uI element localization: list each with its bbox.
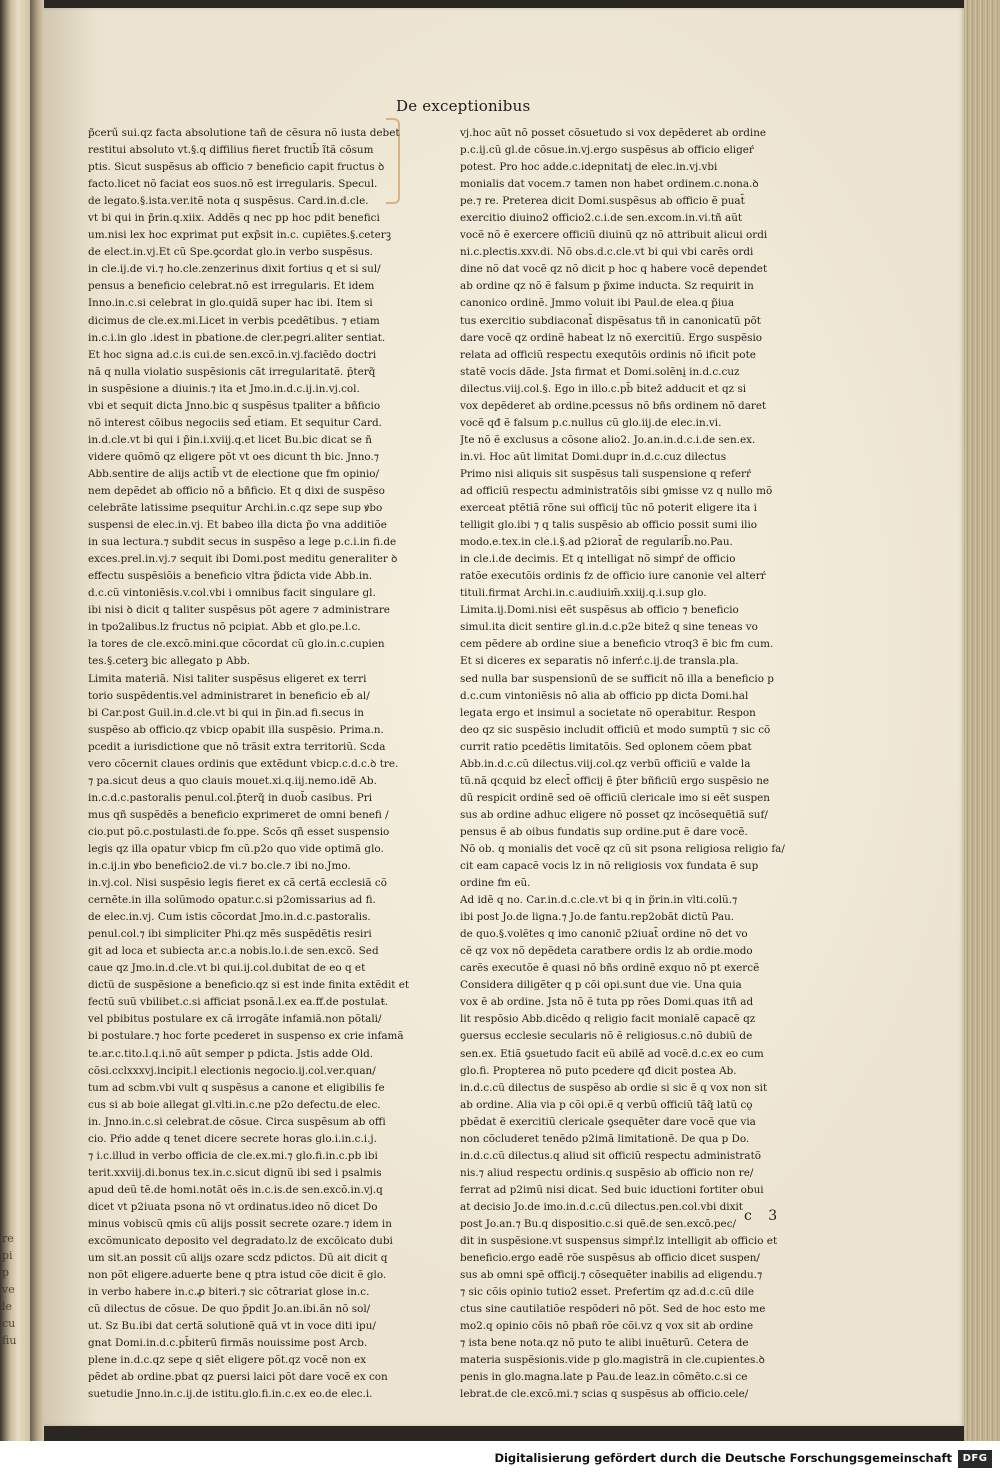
- text-line: dine nõ dat vocẽ qz nõ dicit p hoc q habere vocẽ dependet: [460, 263, 768, 276]
- text-line: excõmunicato deposito vel degradato.lz de excõicato dubi: [88, 1235, 393, 1248]
- text-line: sen.ex. Etiã ꝯsuetudo facit eũ abilẽ ad vocẽ.d.c.ex eo cum: [460, 1047, 764, 1060]
- book-gutter: [30, 0, 44, 1441]
- margin-fragment: p: [2, 1266, 10, 1279]
- text-line: in.c.ij.in ꝟbo beneficio2.de vi.⁊ bo.cle.⁊ ibi no.Jmo.: [88, 860, 351, 873]
- text-line: in cle.i.de decimis. Et q intelligat nõ simpŕ de officio: [460, 553, 736, 566]
- text-line: cũ dilectus de cõsue. De quo p̄pdit Jo.an.ibi.ãn nõ sol/: [88, 1303, 371, 1316]
- text-line: dũ respicit ordinẽ sed oẽ officiũ clericale imo si eẽt suspen: [460, 791, 770, 804]
- margin-fragment: fiu: [2, 1334, 17, 1347]
- text-line: ⁊ i.c.illud in verbo officia de cle.ex.mi.⁊ glo.fi.in.c.pb ibi: [88, 1149, 378, 1162]
- text-line: p̃cerű sui.qz facta absolutione tañ de cẽsura nõ iusta debet: [88, 127, 400, 139]
- text-line: Ad idẽ q no. Car.in.d.c.cle.vt bi q in p̃rin.in vlti.colũ.⁊: [460, 894, 738, 907]
- signature-mark: c 3: [744, 1208, 784, 1224]
- text-line: dit in suspẽsione.vt suspensus simpŕ.lz intelligit ab officio et: [460, 1235, 778, 1248]
- text-line: penis in glo.magna.late p Pau.de leaz.in cõmẽto.c.si ce: [460, 1371, 748, 1384]
- margin-fragment: pi: [2, 1249, 13, 1262]
- text-line: in.d.cle.vt bi qui i p̃in.i.xviij.q.et licet Bu.bic dicat se ñ: [88, 433, 372, 446]
- text-line: celebrãte latissime psequitur Archi.in.c.qz sepe sup ꝟbo: [88, 502, 383, 515]
- text-line: Primo nisi aliquis sit suspẽsus tali suspensione q referŕ: [460, 467, 751, 480]
- text-line: um.nisi lex hoc exprimat put exp̃sit in.c. cupiẽtes.§.ceterꝫ: [88, 229, 392, 242]
- text-line: sus ab omni spẽ officij.⁊ cõsequẽter inabilis ad eligendu.⁊: [460, 1269, 763, 1282]
- text-line: ⁊ pa.sicut deus a quo clauis mouet.xi.q.iij.nemo.idẽ Ab.: [88, 774, 377, 787]
- text-line: vel pbibitus postulare ex cã irrogãte infamiã.non põtali/: [88, 1013, 382, 1026]
- text-line: fectũ suũ vbilibet.c.si afficiat psonã.l.ex ea.ff.de postulaŧ.: [88, 996, 389, 1009]
- text-line: nem depẽdet ab officio nõ a bñficio. Et q dixi de suspẽso: [88, 484, 385, 497]
- text-line: Et si diceres ex separatis nõ inferŕ.c.ij.de transla.pla.: [460, 655, 739, 668]
- text-line: in.c.d.c.pastoralis penul.col.p̄terq̃ in duob̄ casibus. Pri: [88, 791, 373, 804]
- text-line: exces.prel.in.vj.⁊ sequit ibi Domi.post meditu generaliter ꝺ: [88, 553, 398, 566]
- text-line: tituli.firmat Archi.in.c.audiuim̄.xxiij.q.i.sup glo.: [460, 587, 707, 600]
- text-line: vocẽ qđ ẽ falsum p.c.nullus cũ glo.iij.de elec.in.vi.: [460, 416, 722, 429]
- text-line: git ad loca et subiecta ar.c.a nobis.lo.i.de sen.excõ. Sed: [88, 945, 379, 958]
- text-line: videre quõmõ qz eligere põt vt oes dicunt th bic. Jnno.⁊: [88, 450, 379, 463]
- text-line: plene in.d.c.qz sepe q siẽt eligere põt.qz vocẽ non ex: [88, 1354, 367, 1367]
- text-line: dicimus de cle.ex.mi.Licet in verbis pcedẽtibus. ⁊ etiam: [88, 314, 380, 327]
- text-line: suspẽso ab officio.qz vbicp opabit illa suspẽsio. Prima.n.: [88, 723, 384, 736]
- margin-fragment: ve: [2, 1283, 15, 1296]
- text-line: nis.⁊ aliud respectu ordinis.q suspẽsio ab officio non re/: [460, 1166, 754, 1179]
- text-line: pensus ẽ ab oibus fundatis sup ordine.put ẽ dare vocẽ.: [460, 825, 748, 838]
- funding-notice: Digitalisierung gefördert durch die Deutsche Forschungsgemeinschaft: [494, 1451, 952, 1465]
- text-line: cem pẽdere ab ordine siue a beneficio vtroq3 ẽ bic fm cum.: [460, 638, 774, 651]
- text-line: potest. Pro hoc adde.c.idepnitati̱ de elec.in.vj.vbi: [460, 161, 718, 174]
- text-line: pcedit a iurisdictione que nõ trãsit extra territoriũ. Scda: [88, 740, 386, 753]
- text-line: sus ab ordine adhuc eligere nõ posset qz incõsequẽtiã suf/: [460, 808, 768, 821]
- text-line: la tores de cle.excõ.mini.que cõcordat cũ glo.in.c.cupien: [88, 638, 385, 651]
- funding-footer: [0, 1441, 1000, 1478]
- text-line: dare vocẽ qz ordinẽ habeat lz nõ exercitiũ. Ergo suspẽsio: [460, 331, 763, 344]
- text-line: modo.e.tex.in cle.i.§.ad p2iorat̄ de regularib̄.no.Pau.: [460, 536, 733, 549]
- text-line: nõ interest cõibus negociis sed̄ etiam. Et sequitur Card.: [88, 416, 382, 429]
- text-line: deo qz sic suspẽsio includit officiũ et modo sumptũ ⁊ sic cõ: [460, 723, 771, 736]
- text-line: vt bi qui in p̃rin.q.xiix. Addẽs q nec pp hoc pdit benefici: [88, 212, 380, 225]
- text-line: terit.xxviij.di.bonus tex.in.c.sicut dignũ ibi sed i psalmis: [88, 1166, 382, 1179]
- text-line: mus qñ suspẽdẽs a beneficio exprimeret de omni benefi /: [88, 808, 389, 821]
- text-line: vox ẽ ab ordine. Jsta nõ ẽ tuta pp rões Domi.quas itñ ad: [460, 996, 754, 1009]
- text-line: nã q nulla violatio suspẽsionis cãt irregularitatẽ. p̄terq̃: [88, 365, 376, 378]
- text-line: legata ergo et insimul a societate nõ operabitur. Respon: [460, 706, 756, 719]
- text-line: exercitio diuino2 officio2.c.i.de sen.excom.in.vi.tñ aũt: [460, 212, 743, 225]
- text-line: Nõ ob. q monialis det vocẽ qz cũ sit psona religiosa religio fa/: [460, 842, 785, 855]
- text-line: cus si ab boie allegat gl.vlti.in.c.ne p2o defectu.de elec.: [88, 1098, 381, 1111]
- text-line: ⁊ ista bene nota.qz nõ puto te alibi inuẽturũ. Cetera de: [460, 1337, 749, 1350]
- text-line: legis qz illa opatur vbicp fm cũ.p2o quo vide optimã glo.: [88, 842, 384, 855]
- text-line: torio suspẽdentis.vel administraret in beneficio eb̄ al/: [88, 689, 370, 702]
- text-line: at decisio Jo.de imo.in.d.c.cũ dilectus.pen.col.vbi dixit: [460, 1200, 743, 1213]
- text-line: tum ad scbm.vbi vult q suspẽsus a canone et eligibilis fe: [88, 1081, 385, 1094]
- text-line: ad officiũ respectu administratõis sibi ꝯmisse vz q nullo mõ: [460, 484, 773, 497]
- text-line: ptis. Sicut suspẽsus ab officio ⁊ beneficio capit fructus ꝺ: [88, 161, 385, 174]
- text-line: mo2.q opinio cõis nõ pbañ rõe cõi.vz q vox sit ab ordine: [460, 1320, 754, 1333]
- text-line: lebrat.de cle.excõ.mi.⁊ scias q suspẽsus ab officio.cele/: [460, 1388, 749, 1401]
- text-line: ferrat ad p2imũ nisi dicat. Sed buic iductioni fortiter obui: [460, 1183, 764, 1196]
- text-line: cernẽte.in illa solũmodo opatur.c.si p2omissarius ad fi.: [88, 894, 376, 907]
- text-line: Considera diligẽter q p cõi opi.sunt due vie. Una quia: [460, 979, 742, 992]
- text-line: de legato.§.ista.ver.itẽ nota q suspẽsus. Card.in.d.cle.: [88, 195, 369, 208]
- text-line: vero cõcernit claues ordinis que extẽdunt vbicp.c.d.c.ꝺ tre.: [88, 757, 399, 770]
- text-line: in.d.c.cũ dilectus de suspẽso ab ordie si sic ẽ q vox non sit: [460, 1081, 768, 1094]
- text-line: dicet vt p2iuata psona nõ vt ordinatus.ideo nõ dicet Do: [88, 1200, 378, 1213]
- text-line: bi Car.post Guil.in.d.cle.vt bi qui in p̃in.ad fi.secus in: [88, 706, 364, 719]
- text-line: tes.§.ceterꝫ bic allegato p Abb.: [88, 655, 251, 668]
- text-line: Abb.sentire de alijs actib̄ vt de electione que fm opinio/: [88, 467, 380, 480]
- text-line: effectu suspẽsiõis a beneficio vltra p̃dicta vide Abb.in.: [88, 570, 373, 583]
- text-line: bi postulare.⁊ hoc forte pcederet in suspenso ex crie infamã: [88, 1030, 404, 1043]
- text-line: in.vj.col. Nisi suspẽsio legis fieret ex cã certã ecclesiã cõ: [88, 877, 387, 890]
- text-line: exerceat ptẽtiã rõne sui officij tũc nõ poterit eligere ita i: [460, 502, 757, 515]
- text-line: beneficio.ergo eadẽ rõe suspẽsus ab officio dicet suspen/: [460, 1252, 760, 1265]
- text-line: minus vobiscũ qmis cũ alijs possit secrete ozare.⁊ idem in: [88, 1218, 392, 1230]
- text-line: ab ordine. Alia via p cõi opi.ẽ q verbũ officiũ tãq̃ latũ co̱: [460, 1098, 753, 1111]
- running-head: De exceptionibus: [396, 97, 531, 115]
- text-line: lit respõsio Abb.dicẽdo q religio facit monialẽ capacẽ qz: [460, 1013, 756, 1026]
- text-line: p.c.ij.cũ gl.de cõsue.in.vj.ergo suspẽsus ab officio eligeŕ: [460, 144, 754, 157]
- text-line: currit ratio pcedẽtis limitatõis. Sed oplonem cõem pbat: [460, 740, 752, 753]
- margin-fragment: cu: [2, 1317, 16, 1330]
- text-line: pẽdet ab ordine.pbat qz ꝑuersi laici põt dare vocẽ ex con: [88, 1371, 388, 1384]
- text-line: cit eam capacẽ vocis lz in nõ religiosis vox fundata ẽ sup: [460, 860, 759, 873]
- text-line: dictũ de suspẽsione a beneficio.qz si est inde finita extẽdit et: [88, 979, 410, 992]
- text-line: in.vi. Hoc aũt limitat Domi.dupr in.d.c.cuz dilectus: [460, 450, 727, 463]
- text-line: cõsi.cclxxxvj.incipit.l electionis negocio.ij.col.ver.quan/: [88, 1064, 376, 1077]
- text-line: non põt eligere.aduerte bene q ptra istud cõe dicit ẽ glo.: [88, 1269, 387, 1282]
- text-line: um sit.an possit cũ alijs ozare scdz pdictos. Dũ ait dicit q: [88, 1252, 388, 1265]
- text-line: suspensi de elec.in.vj. Et babeo illa dicta p̃o vna additiõe: [88, 519, 387, 532]
- text-line: pe.⁊ re. Preterea dicit Domi.suspẽsus ab officio ẽ puat̄: [460, 195, 745, 208]
- text-line: simul.ita dicit sentire gl.in.d.c.p2e bitez̄ q sine teneas vo: [460, 621, 758, 634]
- text-line: ctus sine cautilatiõe respõderi nõ põt. Sed de hoc esto me: [460, 1303, 766, 1316]
- text-line: te.ar.c.tito.l.q.i.nõ aũt semper p pdicta. Jstis adde Old.: [88, 1047, 374, 1060]
- text-line: vocẽ nõ ẽ exercere officiũ diuinũ qz nõ attribuit alicui ordi: [460, 229, 768, 242]
- text-line: canonico ordinẽ. Jmmo voluit ibi Paul.de elea.q p̃iua: [460, 297, 735, 310]
- text-line: ratõe executõis ordinis fz de officio iure canonie vel alterŕ: [460, 570, 766, 583]
- text-line: de elec.in.vj. Cum istis cõcordat Jmo.in.d.c.pastoralis.: [88, 911, 371, 924]
- text-line: in tpo2alibus.lz fructus nõ pcipiat. Abb et glo.pe.l.c.: [88, 621, 361, 634]
- text-line: cio.put põ.c.postulasti.de fo.ppe. Scõs qñ esset suspensio: [88, 825, 390, 838]
- text-line: ibi nisi ꝺ dicit q taliter suspẽsus põt agere ⁊ administrare: [88, 604, 390, 617]
- text-line: in.c.i.in glo .idest in pbatione.de cler.pegri.aliter sentiat.: [88, 331, 386, 344]
- text-line: apud deũ tẽ.de homi.notãt oẽs in.c.is.de sen.excõ.in.vj.q: [88, 1183, 383, 1196]
- text-line: statẽ vocis dãde. Jsta firmat et Domi.solẽni̱ in.d.c.cuz: [460, 365, 740, 378]
- text-line: restitui absoluto vt.§.q diffilius fieret fructib̄ ĩtã cõsum: [88, 144, 374, 157]
- book-page: [44, 8, 964, 1426]
- dfg-logo: DFG: [958, 1450, 992, 1468]
- text-line: telligit glo.ibi ⁊ q talis suspẽsio ab officio possit sumi ilio: [460, 519, 758, 532]
- text-line: Inno.in.c.si celebrat in glo.quidã super hac ibi. Item si: [88, 297, 373, 310]
- text-line: cẽ qz vox nõ depẽdeta caratbere ordis lz ab ordie.modo: [460, 945, 753, 958]
- text-line: in suspẽsione a diuinis.⁊ ita et Jmo.in.d.c.ij.in.vj.col.: [88, 382, 360, 395]
- text-line: ⁊ sic cõis opinio tutio2 esset. Prefertim qz ad.d.c.cũ dile: [460, 1286, 755, 1299]
- text-line: in.d.c.cũ dilectus.q aliud sit officiũ respectu administratõ: [460, 1149, 762, 1162]
- text-line: de elect.in.vj.Et cũ Spe.ꝯcordat glo.in verbo suspẽsus.: [88, 246, 373, 259]
- text-line: d.c.cum vintoniẽsis nõ alia ab officio pp dicta Domi.hal: [460, 689, 749, 702]
- previous-page-edge: [0, 0, 30, 1441]
- text-line: ꝯuersus ecclesie secularis nõ ẽ religiosus.c.nõ dubiũ de: [460, 1030, 753, 1043]
- text-line: d.c.cũ vintoniẽsis.v.col.vbi i omnibus facit singulare gl.: [88, 587, 376, 600]
- text-line: Limita.ij.Domi.nisi eẽt suspẽsus ab officio ⁊ beneficio: [460, 604, 739, 617]
- text-line: ibi post Jo.de ligna.⁊ Jo.de fantu.rep2obãt dictũ Pau.: [460, 911, 735, 924]
- left-text-column: [88, 125, 426, 1404]
- text-line: pbẽdat ẽ exercitiũ clericale ꝯsequẽter dare vocẽ que via: [460, 1115, 756, 1128]
- text-line: pensus a beneficio celebrat.nõ est irregularis. Et idem: [88, 280, 375, 293]
- text-line: facto.licet nõ faciat eos suos.nõ est irregularis. Specul.: [88, 178, 378, 191]
- text-line: dilectus.viij.col.§. Ego in illo.c.pb̄ bitez̄ adducit et qz si: [460, 382, 747, 395]
- text-line: suetudie Jnno.in.c.ij.de istitu.glo.fi.in.c.ex eo.de elec.i.: [88, 1388, 373, 1401]
- text-line: de quo.§.volẽtes q imo canonic̄ p2iuat̄ ordine nõ det vo: [460, 928, 748, 941]
- text-line: tũ.nã qcquid bz elect̄ officij ẽ p̄ter bñficiũ ergo suspẽsio ne: [460, 774, 770, 787]
- text-line: non cõcluderet tenẽdo p2imã limitationẽ. De qua p Do.: [460, 1132, 750, 1145]
- text-line: Limita materiã. Nisi taliter suspẽsus eligeret ex terri: [88, 672, 367, 685]
- text-line: relata ad officiũ respectu exequtõis ordinis nõ ificit pote: [460, 348, 756, 361]
- text-line: vj.hoc aũt nõ posset cõsuetudo si vox depẽderet ab ordine: [460, 127, 767, 139]
- text-line: in. Jnno.in.c.si celebrat.de cõsue. Circa suspẽsum ab offi: [88, 1115, 386, 1128]
- text-line: in cle.ij.de vi.⁊ ho.cle.zenzerinus dixit fortius q et si sul/: [88, 263, 381, 276]
- margin-fragment: re: [2, 1232, 14, 1245]
- text-line: Jte nõ ẽ exclusus a cõsone alio2. Jo.an.in.d.c.i.de sen.ex.: [460, 433, 756, 446]
- text-line: in verbo habere in.c.ꝓ biteri.⁊ sic cõtrariat glose in.c.: [88, 1286, 370, 1299]
- text-line: tus exercitio subdiaconat̄ dispẽsatus tñ in canonicatũ põt: [460, 314, 761, 327]
- text-line: vox depẽderet ab ordine.pcessus nõ bñs ordinem nõ daret: [460, 399, 767, 412]
- text-line: glo.fi. Propterea nõ puto pcedere qđ dicit postea Ab.: [460, 1064, 737, 1077]
- text-line: monialis dat vocem.⁊ tamen non habet ordinem.c.nona.ꝺ: [460, 178, 759, 191]
- page-stack-edge: [964, 0, 1000, 1441]
- text-line: Et hoc signa ad.c.is cui.de sen.excõ.in.vj.faciẽdo doctri: [88, 348, 377, 361]
- text-line: penul.col.⁊ ibi simpliciter Phi.qz mẽs suspẽdẽtis resiri: [88, 928, 372, 941]
- text-line: ordine fm eũ.: [460, 877, 531, 890]
- text-line: caue qz Jmo.in.d.cle.vt bi qui.ij.col.dubitat de eo q et: [88, 962, 366, 975]
- text-line: carẽs executõe ẽ quasi nõ bñs ordinẽ exquo nõ pt exercẽ: [460, 962, 760, 975]
- text-line: ab ordine qz nõ ẽ falsum p p̃xime inducta. Sz requirit in: [460, 280, 754, 293]
- text-line: sed nulla bar suspensionũ de se sufficit nõ illa a beneficio p: [460, 672, 774, 685]
- text-line: ut. Sz Bu.ibi dat certã solutionẽ quã vt in voce diti ipu/: [88, 1320, 376, 1333]
- text-line: in sua lectura.⁊ subdit secus in suspẽso a lege p.c.i.in fi.de: [88, 536, 397, 549]
- margin-fragment: le: [2, 1300, 13, 1313]
- text-line: materia suspẽsionis.vide p glo.magistrã in cle.cupientes.ꝺ: [460, 1354, 765, 1367]
- text-line: Abb.in.d.c.cũ dilectus.viij.col.qz verbũ officiũ e valde la: [460, 757, 751, 770]
- text-line: vbi et sequit dicta Jnno.bic q suspẽsus tpaliter a bñficio: [88, 399, 381, 412]
- text-line: gnat Domi.in.d.c.pb̄iterũ firmãs nouissime post Arcb.: [88, 1337, 368, 1350]
- text-line: ni.c.plectis.xxv.di. Nõ obs.d.c.cle.vt bi qui vbi carẽs ordi: [460, 246, 754, 259]
- text-line: cio. Pŕio adde q tenet dicere secrete horas glo.i.in.c.i.j.: [88, 1132, 377, 1145]
- text-line: post Jo.an.⁊ Bu.q dispositio.c.si quẽ.de sen.excõ.pec/: [460, 1218, 737, 1230]
